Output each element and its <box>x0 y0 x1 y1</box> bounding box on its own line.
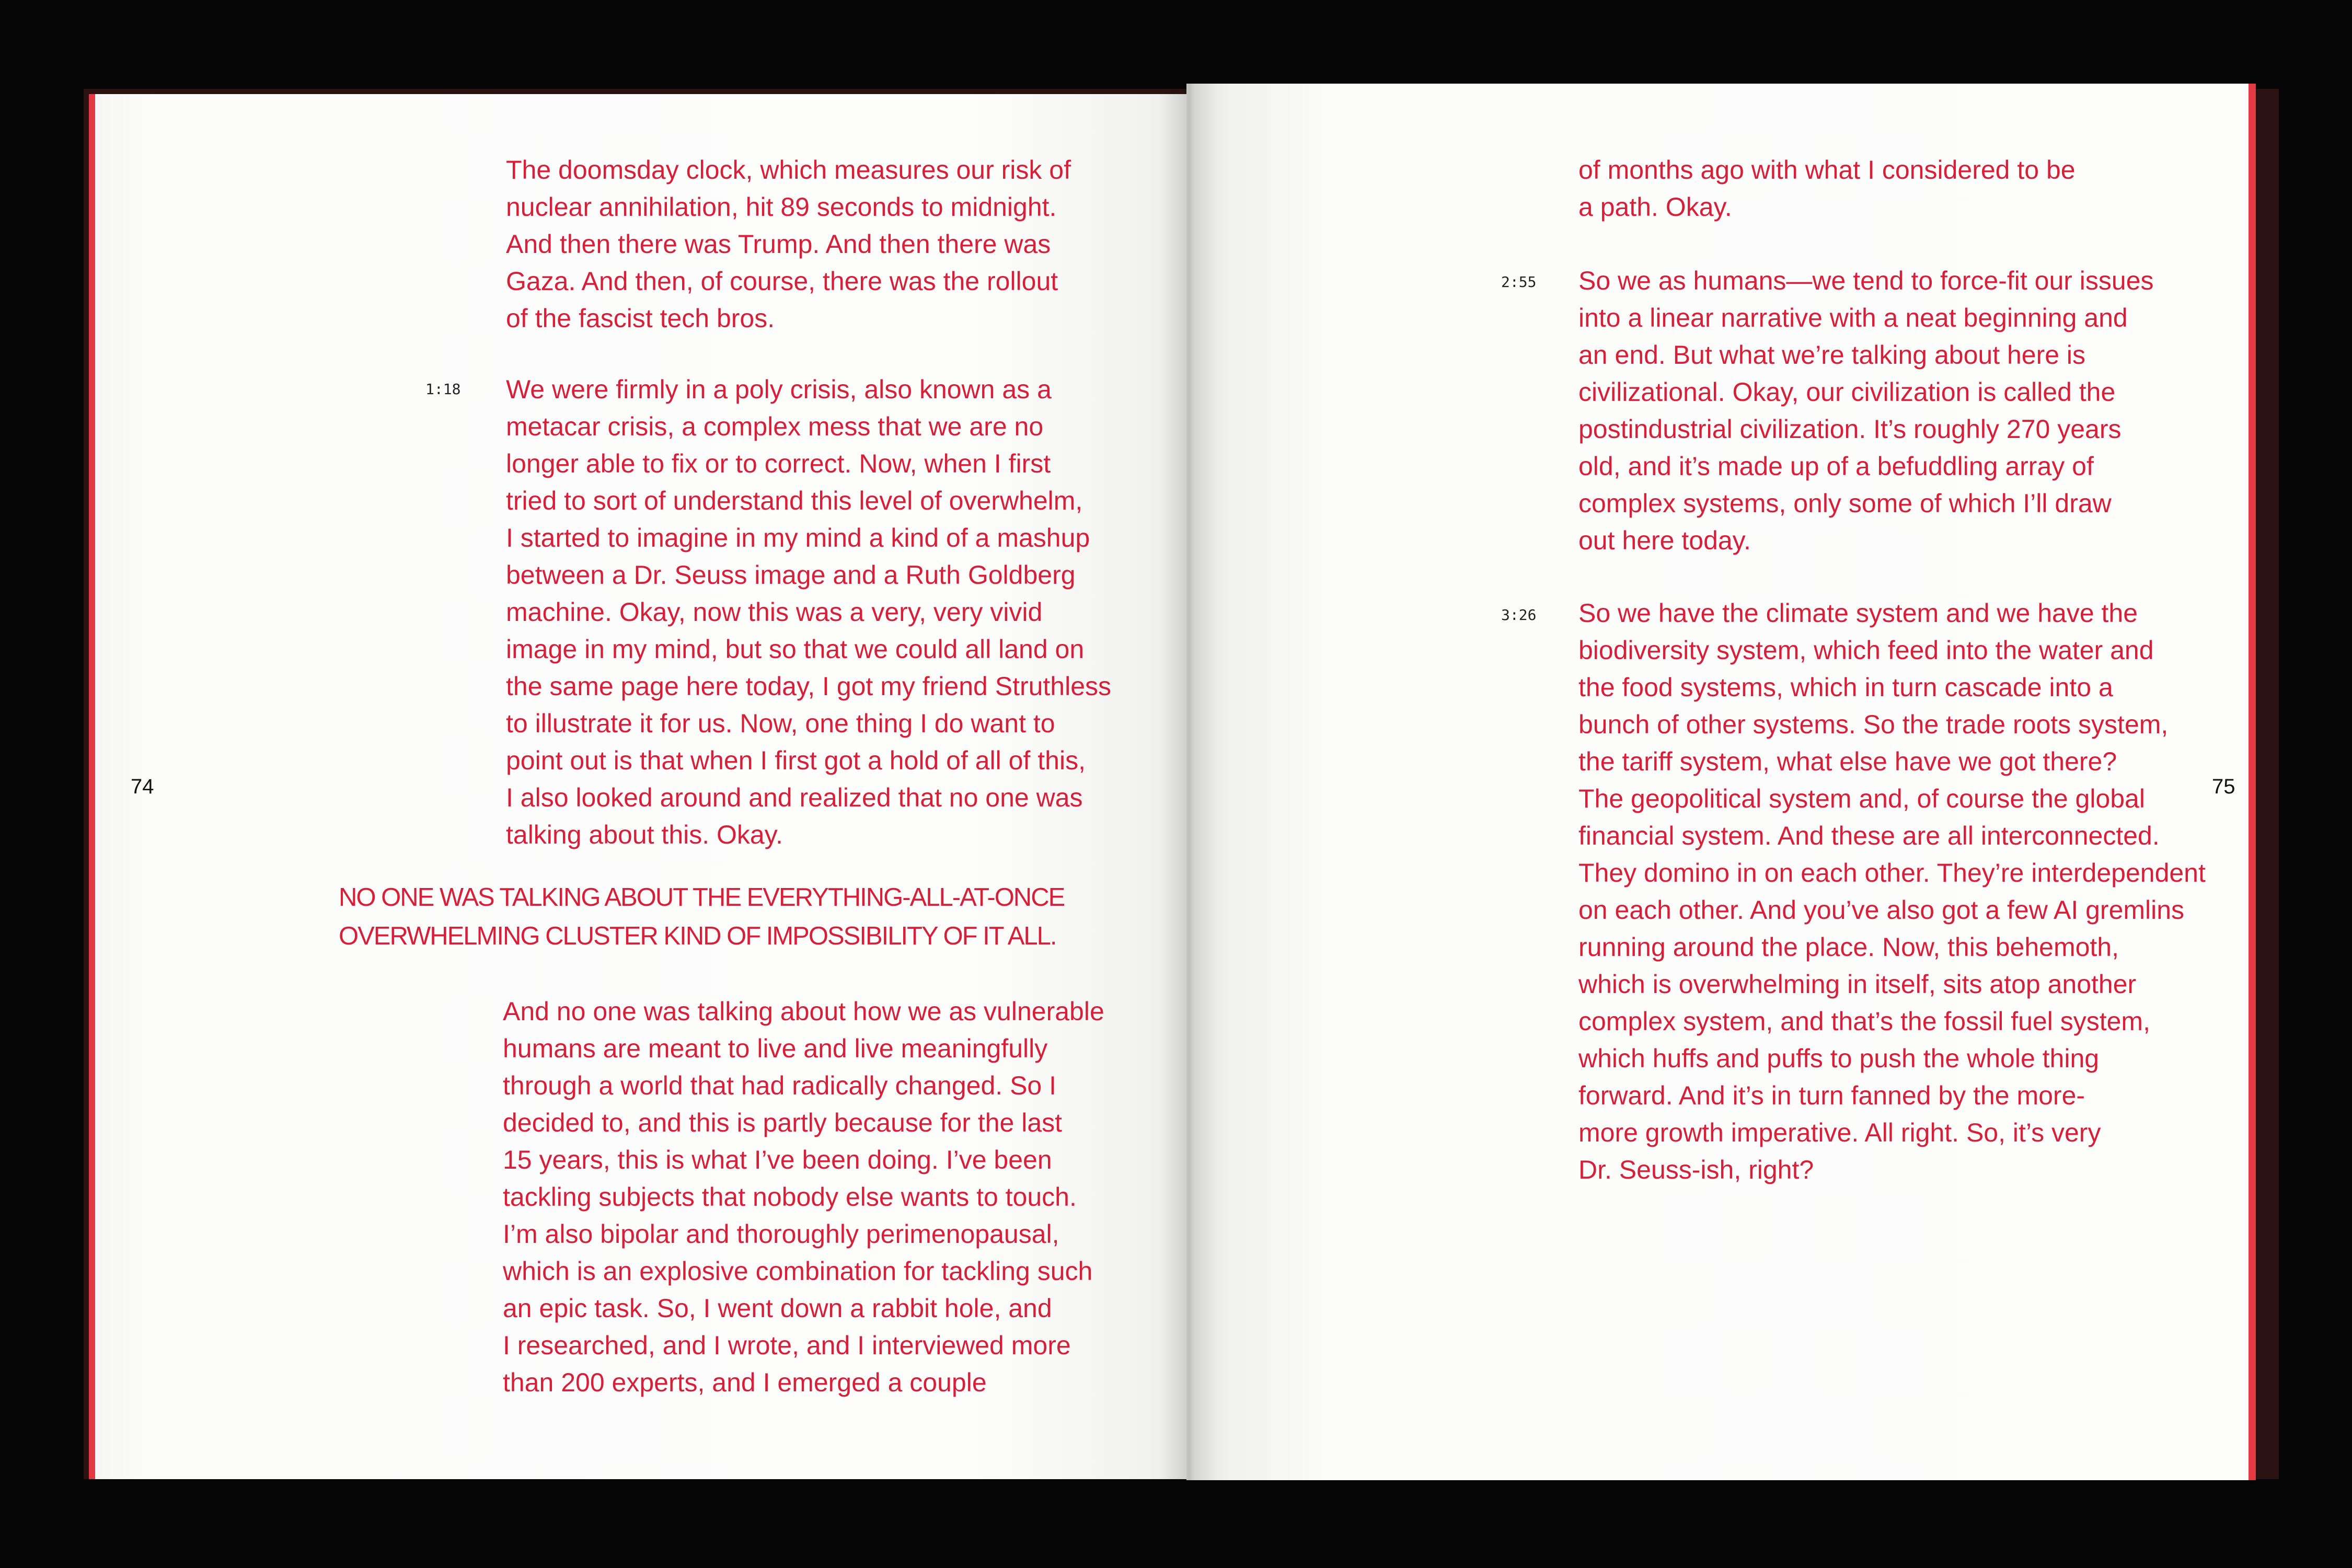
left-paragraph-1: The doomsday clock, which measures our risk of nuclear annihilation, hit 89 seconds to midnight. And then there was Trump. And then there was Gaza. And then, of course, there was the rollout of the fascist tech bros. <box>506 155 1071 333</box>
right-timestamp-3-26: 3:26 <box>1501 606 1537 624</box>
spine-shadow <box>1160 84 1218 1480</box>
right-paragraph-3: So we have the climate system and we have the biodiversity system, which feed into the water and the food systems, which in turn cascade into a bunch of other systems. So the trade roots system, the tariff system, what else have we got there? The geopolitical system and, of course the global financial system. And these are all interconnected. They domino in on each other. They’re interdependent on each other. And you’ve also got a few AI gremlins running around the place. Now, this behemoth, which is overwhelming in itself, sits atop another complex system, and that’s the fossil fuel system, which huffs and puffs to push the whole thing forward. And it’s in turn fanned by the more- more growth imperative. All right. So, it’s very Dr. Seuss-ish, right? <box>1578 598 2206 1184</box>
right-timestamp-2-55: 2:55 <box>1501 273 1537 291</box>
right-paragraph-1: of months ago with what I considered to be a path. Okay. <box>1578 155 2076 222</box>
left-paragraph-2: We were firmly in a poly crisis, also known as a metacar crisis, a complex mess that we are no longer able to fix or to correct. Now, when I first tried to sort of understand this level of overwhelm, I started to imagine in my mind a kind of a mashup between a Dr. Seuss image and a Ruth Goldberg machine. Okay, now this was a very, very vivid image in my mind, but so that we could all land on the same page here today, I got my friend Struthless to illustrate it for us. Now, one thing I do want to point out is that when I first got a hold of all of this, I also looked around and realized that no one was talking about this. Okay. <box>506 375 1112 849</box>
right-page <box>1186 84 2256 1480</box>
pull-quote: NO ONE WAS TALKING ABOUT THE EVERYTHING-ALL-AT-ONCE OVERWHELMING CLUSTER KIND OF IMPOSSIBILITY OF IT ALL. <box>339 883 1065 950</box>
left-timestamp-1-18: 1:18 <box>425 381 461 398</box>
left-paragraph-3: And no one was talking about how we as vulnerable humans are meant to live and live meaningfully through a world that had radically changed. So I decided to, and this is partly because for the last 15 years, this is what I’ve been doing. I’ve been tackling subjects that nobody else wants to touch. I’m also bipolar and thoroughly perimenopausal, which is an explosive combination for tackling such an epic task. So, I went down a rabbit hole, and I researched, and I wrote, and I interviewed more than 200 experts, and I emerged a couple <box>503 997 1104 1397</box>
left-page <box>89 94 1192 1479</box>
page-number-right: 75 <box>2212 775 2235 798</box>
page-number-left: 74 <box>131 775 154 798</box>
right-paragraph-2: So we as humans—we tend to force-fit our issues into a linear narrative with a neat beginning and an end. But what we’re talking about here is civilizational. Okay, our civilization is called the postindustrial civilization. It’s roughly 270 years old, and it’s made up of a befuddling array of complex systems, only some of which I’ll draw out here today. <box>1578 266 2154 555</box>
